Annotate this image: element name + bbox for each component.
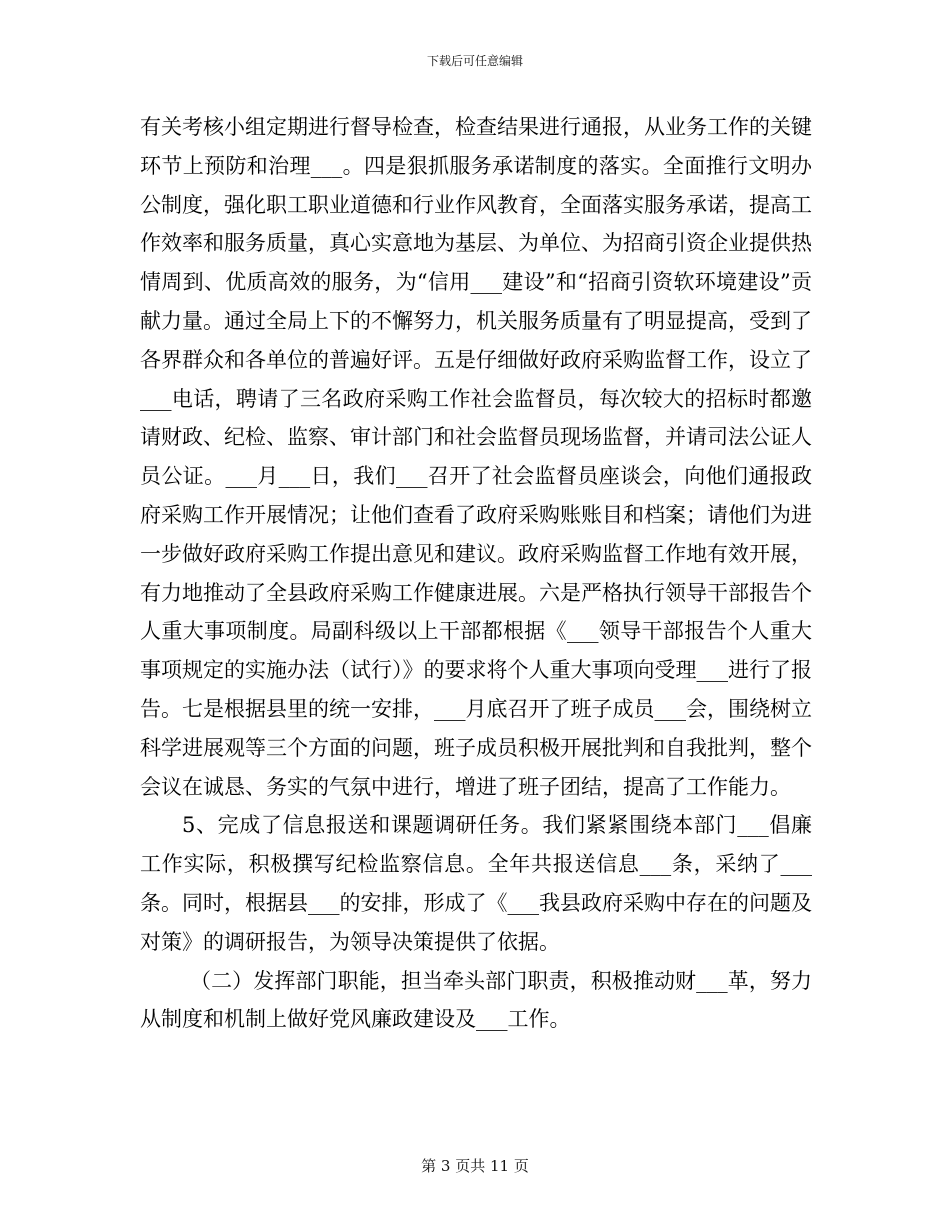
section-heading-2: （二）发挥部门职能，担当牵头部门职责，积极推动财___革，努力从制度和机制上做好党风廉政建设及___工作。 xyxy=(140,968,812,1032)
document-body xyxy=(140,108,812,1039)
body-paragraph-1: 有关考核小组定期进行督导检查，检查结果进行通报，从业务工作的关键环节上预防和治理___。四是狠抓服务承诺制度的落实。全面推行文明办公制度，强化职工职业道德和行业作风教育，全面落实服务承诺，提高工作效率和服务质量，真心实意地为基层、为单位、为招商引资企业提供热情周到、优质高效的服务，为“信用___建设”和“招商引资软环境建设”贡献力量。通过全局上下的不懈努力，机关服务质量有了明显提高，受到了各界群众和各单位的普遍好评。五是仔细做好政府采购监督工作，设立了___电话，聘请了三名政府采购工作社会监督员，每次较大的招标时都邀请财政、纪检、监察、审计部门和社会监督员现场监督，并请司法公证人员公证。___月___日，我们___召开了社会监督员座谈会，向他们通报政府采购工作开展情况；让他们查看了政府采购账账目和档案；请他们为进一步做好政府采购工作提出意见和建议。政府采购监督工作地有效开展，有力地推动了全县政府采购工作健康进展。六是严格执行领导干部报告个人重大事项制度。局副科级以上干部都根据《___领导干部报告个人重大事项规定的实施办法（试行）》的要求将个人重大事项向受理___进行了报告。七是根据县里的统一安排，___月底召开了班子成员___会，围绕树立科学进展观等三个方面的问题，班子成员积极开展批判和自我批判，整个会议在诚恳、务实的气氛中进行，增进了班子团结，提高了工作能力。 xyxy=(140,115,812,799)
page-number: 第 3 页共 11 页 xyxy=(421,1157,529,1175)
body-paragraph-2: 5、完成了信息报送和课题调研任务。我们紧紧围绕本部门___倡廉工作实际，积极撰写纪检监察信息。全年共报送信息___条，采纳了___条。同时，根据县___的安排，形成了《___我县政府采购中存在的问题及对策》的调研报告，为领导决策提供了依据。 xyxy=(140,813,812,954)
page-header: 下载后可任意编辑 xyxy=(426,54,523,68)
